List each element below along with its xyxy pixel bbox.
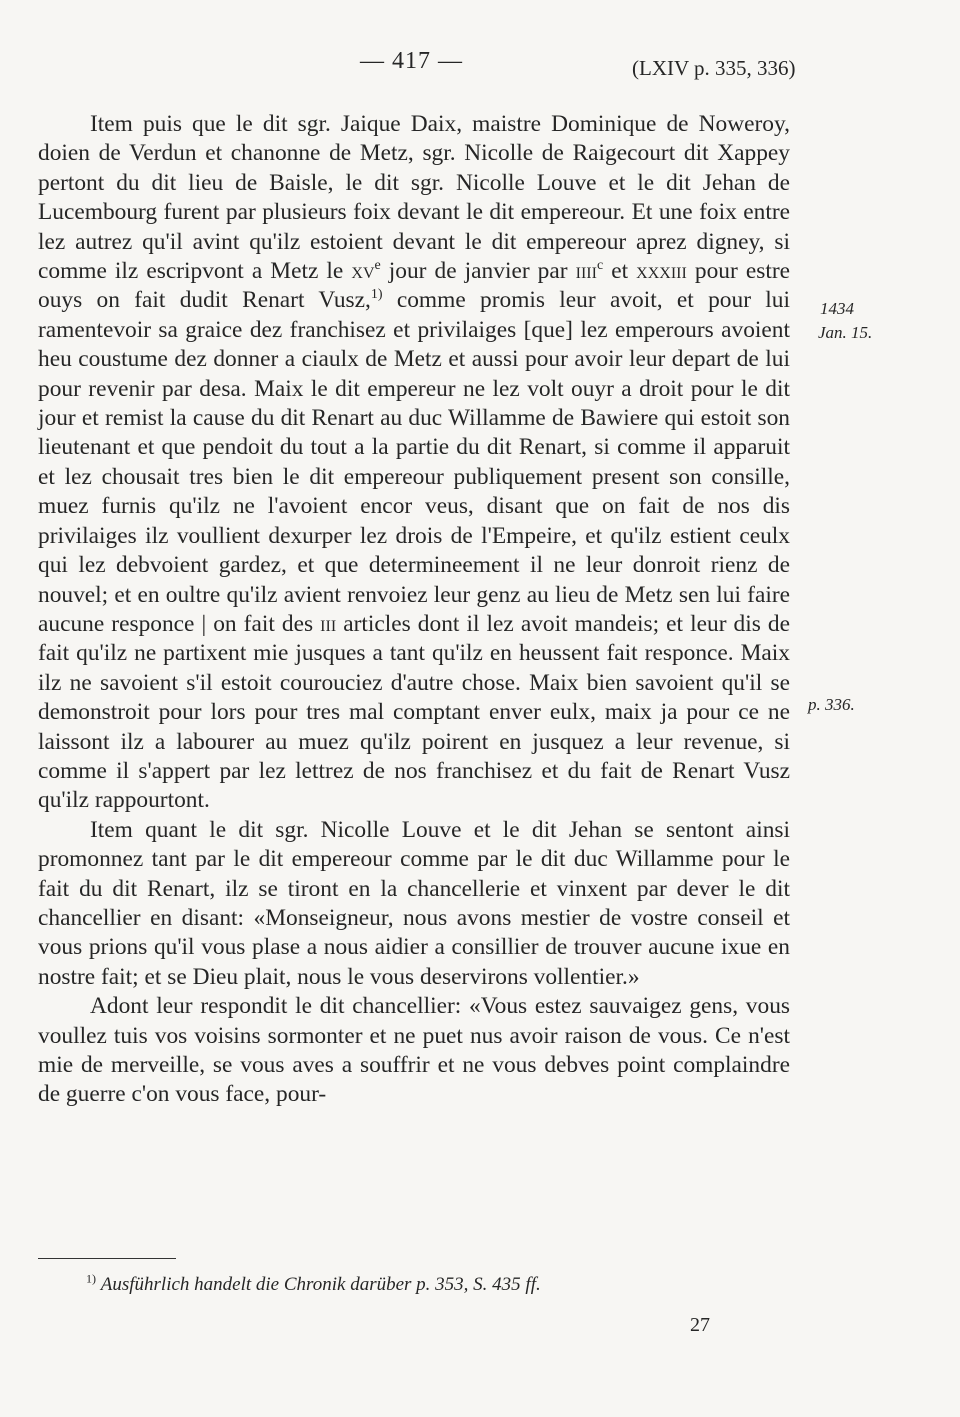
footnote-mark: 1) <box>86 1271 96 1286</box>
paragraph-1-part-d: pour estre ouys on fait dudit Renart Vusz, <box>38 258 790 314</box>
signature-mark: 27 <box>690 1314 710 1336</box>
margin-note-year: 1434 <box>820 299 854 318</box>
paragraph-1-part-f: articles dont il lez avoit mandeis; et leur dis de fait qu'ilz ne partixent mie jusques a tant qu'ilz en heussent fait responce. Maix ilz ne savoient s'il estoit courouciez d'autre chose. Maix bien savoient qu'il se demonstroit pour lors pour tres mal comptant enver eulx, maix ja pour ce ne laissont ilz a labourer au muez qu'ilz poirent en jusquez a leur revenue, si comme il s'appert par lez lettrez de nos franchisez et du fait de Renart Vusz qu'ilz rappourtont. <box>38 610 790 814</box>
page-number: — 417 — <box>360 48 463 74</box>
footnote <box>86 1271 541 1296</box>
roman-xxxiii: xxxiii <box>636 258 687 285</box>
paragraph-3: Adont leur respondit le dit chancellier: «Vous estez sauvaigez gens, vous voullez tuis vos voisins sormonter et ne puet nus avoir raison de vous. Ce n'est mie de merveille, se vous aves a souffrir et ne vous debves point complaindre de guerre c'on vous face, pour- <box>38 993 790 1108</box>
footnote-text: Ausführlich handelt die Chronik darüber p. 353, S. 435 ff. <box>100 1274 541 1295</box>
superscript-c: c <box>596 258 604 274</box>
body-text <box>38 110 790 1110</box>
roman-iiii: iiii <box>575 258 597 285</box>
superscript-e: e <box>374 258 381 274</box>
paragraph-1 <box>38 110 790 816</box>
roman-xv: xv <box>351 258 375 285</box>
margin-note-date: Jan. 15. <box>818 323 873 342</box>
paragraph-1-part-b: jour de janvier par <box>380 258 576 285</box>
page-reference: (LXIV p. 335, 336) <box>632 56 796 80</box>
footnote-reference-mark: 1) <box>370 287 383 303</box>
paragraph-1-part-c: et <box>603 258 637 285</box>
paragraph-1-part-e: comme promis leur avoit, et pour lui ramentevoir sa graice dez franchisez et privilaiges [que] lez emperours avoient heu coustume dez donner a ciaulx de Metz et aussi pour avoir leur depart de lui pour revenir par desa. Maix le dit empereur ne lez volt ouyr a droit pour le dit jour et remist la cause du dit Renart au duc Willamme de Bawiere qui estoit son lieutenant et que pendoit du tout a la partie du dit Renart, si comme il apparuit et lez chousait tres bien le dit empereour publiquement present son consille, muez furnis qu'ilz ne l'avoient encor veus, disant que on fait de nos dis privilaiges ilz voullient dexurper lez drois de l'Empeire, et qu'ilz estient ceulx qui lez debvoient gardez, et que determineement il ne leur donroit rienz de nouvel; et en oultre qu'ilz avient renvoiez leur genz au lieu de Metz sen lui faire aucune responce | on fait des <box>38 287 790 637</box>
paragraph-2: Item quant le dit sgr. Nicolle Louve et le dit Jehan se sentont ainsi promonnez tant par le dit empereour comme par le dit duc Willamme pour le fait du dit Renart, ilz se tiront en la chancellerie et vinxent par dever le dit chancellier en disant: «Monseigneur, nous avons mestier de vostre conseil et vous prions qu'il vous plase a nous aidier a consillier de trouver aucune ixue en nostre fait; et se Dieu plait, nous le vous deservirons vollentier.» <box>38 816 790 990</box>
paragraph-1-part-a: Item puis que le dit sgr. Jaique Daix, maistre Dominique de Noweroy, doien de Verdun et chanonne de Metz, sgr. Nicolle de Raigecourt dit Xappey pertont du dit lieu de Baisle, le dit sgr. Nicolle Louve et le dit Jehan de Lucembourg furent par plusieurs foix devant le dit empereour. Et une foix entre lez autrez qu'il avint qu'ilz estoient devant le dit empereour aprez digney, si comme ilz escripvont a Metz le <box>38 111 790 285</box>
roman-iii: iii <box>320 610 337 637</box>
footnote-divider <box>38 1258 176 1259</box>
margin-note-page: p. 336. <box>808 695 855 714</box>
